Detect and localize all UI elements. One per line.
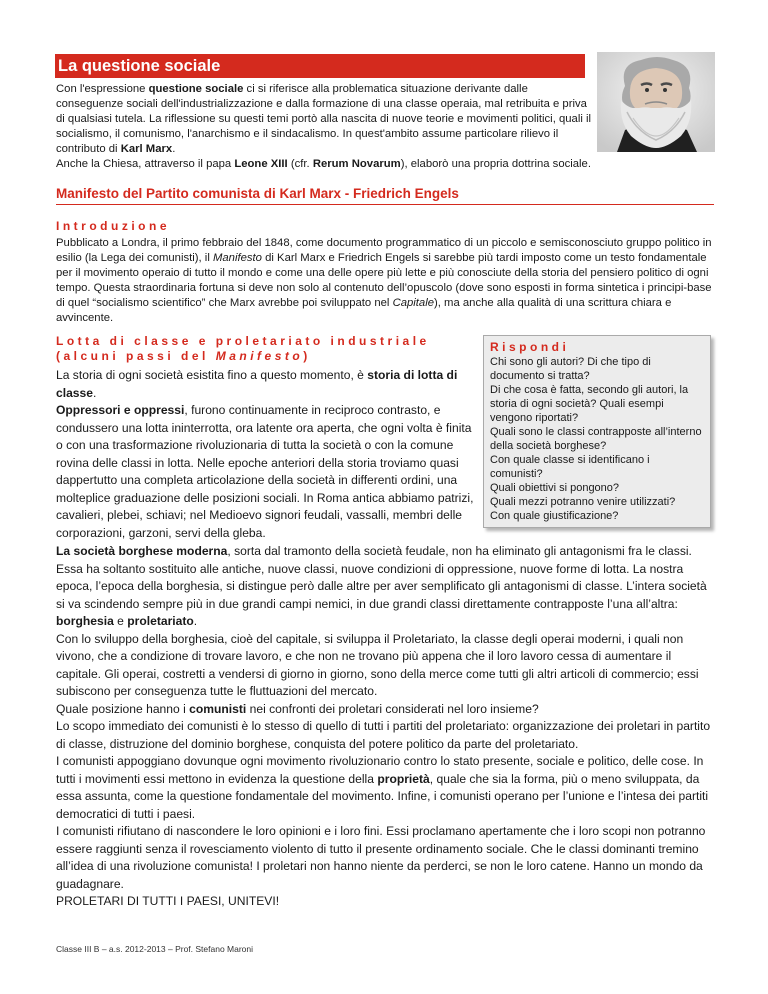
rispondi-question: Quali mezzi potranno venire utilizzati? — [490, 496, 676, 508]
portrait-image — [597, 52, 715, 152]
rispondi-heading: Rispondi — [490, 340, 570, 354]
rispondi-question: Con quale giustificazione? — [490, 510, 619, 522]
rispondi-question: Chi sono gli autori? Di che tipo di documento si tratta? — [490, 356, 651, 382]
introduzione-heading: Introduzione — [56, 219, 170, 233]
marx-portrait-icon — [597, 52, 715, 152]
body-paragraph-7: I comunisti appoggiano dovunque ogni movimento rivoluzionario contro lo stato presente, sociale e politico, delle cose. In tutti i movimenti essi mettono in evidenza la questione della proprietà, quale che sia la forma, più o meno sviluppata, da essa assunta, come la questione fondamentale del movimento. Infine, i comunisti operano per l’unione e l’intesa dei partiti democratici di tutti i paesi. — [56, 754, 709, 821]
manifesto-body — [56, 543, 716, 911]
introduzione-paragraph: Pubblicato a Londra, il primo febbraio del 1848, come documento programmatico di un piccolo e semisconosciuto gruppo politico in esilio (la Lega dei comunisti), il Manifesto di Karl Marx e Friedrich Engels si sarebbe più tardi imposto come un testo fondamentale per il movimento operaio di tutto il mondo e come una delle opere più lette e più conosciute della storia del pensiero politico di ogni tempo. Questa straordinaria fortuna si deve non solo al contenuto dell’opuscolo (dove sono esposti in forma sintetica i principi-base di quel “socialismo scientifico” che Marx avrebbe poi sviluppato nel Capitale), ma anche alla qualità di una scrittura chiara e avvincente. — [56, 237, 712, 324]
body-paragraph-6: Lo scopo immediato dei comunisti è lo stesso di quello di tutti i partiti del proletariato: organizzazione dei proletari in partito di classe, distruzione del dominio borghese, conquista del potere politico da parte del proletariato. — [56, 719, 711, 751]
lotta-paragraph-1: La storia di ogni società esistita fino a questo momento, è storia di lotta di classe. — [56, 368, 458, 400]
manifesto-heading: Manifesto del Partito comunista di Karl Marx - Friedrich Engels — [56, 185, 714, 205]
lotta-heading — [56, 334, 476, 364]
body-paragraph-4: Con lo sviluppo della borghesia, cioè del capitale, si sviluppa il Proletariato, la classe degli operai moderni, i quali non vivono, che a condizione di trovare lavoro, e che non ne trovano più appena che il loro lavoro cessa di aumentare il capitale. Gli operai, costretti a vendersi di giorno in giorno, sono della merce come tutti gli altri articoli di commercio; essi subiscono per conseguenza tutte le fluttuazioni del mercato. — [56, 631, 699, 698]
rispondi-question: Di che cosa è fatta, secondo gli autori, la storia di ogni società? Quali esempi vengono riportati? — [490, 384, 689, 424]
body-paragraph-5: Quale posizione hanno i comunisti nei confronti dei proletari considerati nel loro insieme? — [56, 701, 539, 716]
rispondi-box — [483, 335, 711, 528]
body-paragraph-9: PROLETARI DI TUTTI I PAESI, UNITEVI! — [56, 894, 280, 908]
lotta-heading-line1: Lotta di classe e proletariato industriale — [56, 334, 430, 348]
body-paragraph-3: La società borghese moderna, sorta dal tramonto della società feudale, non ha eliminato gli antagonismi fra le classi. Essa ha soltanto sostituito alle antiche, nuove classi, nuove condizioni di oppressione, nuove forme di lotta. La nostra epoca, l’epoca della borghesia, si distingue però dalle altre per aver semplificato gli antagonismi di classe. L’intera società si va scindendo sempre più in due grandi campi nemici, in due grandi classi direttamente contrapposte l’una all’altra: borghesia e proletariato. — [56, 544, 707, 628]
page-title: La questione sociale — [55, 54, 585, 78]
chiesa-paragraph: Anche la Chiesa, attraverso il papa Leone XIII (cfr. Rerum Novarum), elaborò una propria dottrina sociale. — [56, 158, 591, 170]
lotta-column — [56, 367, 476, 542]
intro-paragraph: Con l'espressione questione sociale ci si riferisce alla problematica situazione derivante dalle conseguenze sociali dell'industrializzazione e dalla formazione di una classe operaia, mal retribuita e priva di qualsiasi tutela. La riflessione su questi temi portò alla nascita di nuove teorie e movimenti politici, quali il socialismo, il comunismo, l'anarchismo e il sindacalismo. In quest'ambito assume particolare rilievo il contributo di Karl Marx. — [56, 83, 591, 155]
body-paragraph-8: I comunisti rifiutano di nascondere le loro opinioni e i loro fini. Essi proclamano apertamente che i loro scopi non potranno essere raggiunti senza il rovesciamento violento di tutto il presente ordinamento sociale. Che le classi dominanti tremino all’idea di una rivoluzione comunista! I proletari non hanno niente da perderci, se non le loro catene. Hanno un mondo da guadagnare. — [56, 824, 706, 891]
lotta-heading-line2: (alcuni passi del Manifesto) — [56, 349, 311, 363]
rispondi-question: Con quale classe si identificano i comunisti? — [490, 454, 650, 480]
rispondi-question: Quali obiettivi si pongono? — [490, 482, 620, 494]
lotta-paragraph-2: Oppressori e oppressi, furono continuamente in reciproco contrasto, e condussero una lotta ininterrotta, ora latente ora aperta, che ogni volta è finita o con una trasformazione rivoluzionaria di tutta la società o con la comune rovina delle classi in lotta. Nelle epoche anteriori della storia troviamo quasi dappertutto una completa articolazione della società in differenti ordini, una molteplice graduazione delle posizioni sociali. In Roma antica abbiamo patrizi, cavalieri, plebei, schiavi; nel Medioevo signori feudali, vassalli, membri delle corporazioni, garzoni, servi della gleba. — [56, 403, 474, 540]
rispondi-question: Quali sono le classi contrapposte all’interno della società borghese? — [490, 426, 702, 452]
page-footer: Classe III B – a.s. 2012-2013 – Prof. Stefano Maroni — [56, 944, 254, 954]
